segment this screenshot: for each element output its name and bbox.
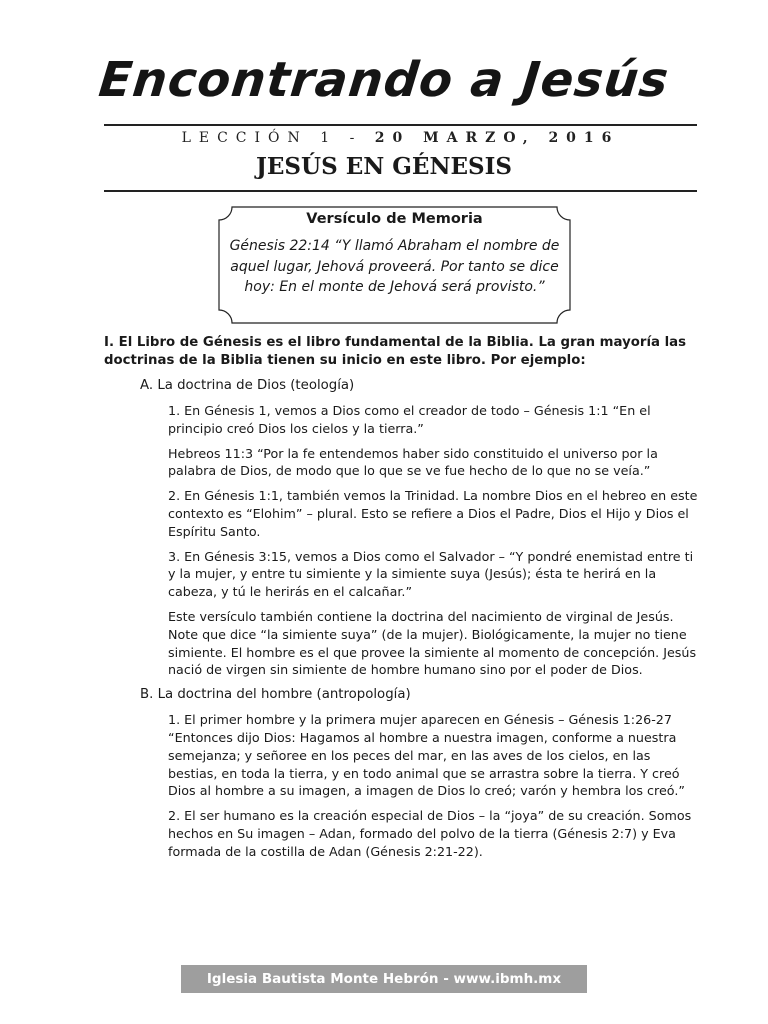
paragraph: 2. En Génesis 1:1, también vemos la Trinidad. La nombre Dios en el hebreo en este contexto es “Elohim” – plural. Esto se refiere a Dios el Padre, Dios el Hijo y Dios el Espíritu Santo. [168, 488, 698, 539]
lesson-content [104, 334, 704, 861]
lesson-date: 20 MARZO, 2016 [374, 130, 620, 146]
paragraph: 1. En Génesis 1, vemos a Dios como el creador de todo – Génesis 1:1 “En el principio creó Dios los cielos y la tierra.” [168, 403, 651, 436]
subsection-a-label: A. La doctrina de Dios (teología) [140, 378, 355, 393]
paragraph: 2. El ser humano es la creación especial de Dios – la “joya” de su creación. Somos hechos en Su imagen – Adan, formado del polvo de la tierra (Génesis 2:7) y Eva formada de la costilla de Adan (Génesis 2:21-22). [168, 808, 692, 859]
subsection-b-label: B. La doctrina del hombre (antropología) [140, 687, 411, 703]
section-heading: I. El Libro de Génesis es el libro fundamental de la Biblia. La gran mayoría las doctrinas de la Biblia tienen su inicio en este libro. Por ejemplo: [104, 335, 687, 368]
memory-verse-text: Génesis 22:14 “Y llamó Abraham el nombre de aquel lugar, Jehová proveerá. Por tanto se dice hoy: En el monte de Jehová será provisto.” [229, 238, 560, 295]
memory-verse-heading: Versículo de Memoria [306, 211, 483, 227]
lesson-line [104, 130, 697, 146]
lesson-label: LECCIÓN 1 - [181, 130, 375, 146]
header-rule-bottom [104, 190, 697, 192]
paragraph: 1. El primer hombre y la primera mujer aparecen en Génesis – Génesis 1:26-27 “Entonces dijo Dios: Hagamos al hombre a nuestra imagen, conforme a nuestra semejanza; y señoree en los peces del mar, en las aves de los cielos, en las bestias, en toda la tierra, y en todo animal que se arrastra sobre la tierra. Y creó Dios al hombre a su imagen, a imagen de Dios lo creó; varón y hembra los creó.” [168, 712, 685, 799]
page-title: Encontrando a Jesús [96, 52, 672, 108]
paragraph: 3. En Génesis 3:15, vemos a Dios como el Salvador – “Y pondré enemistad entre ti y la mujer, y entre tu simiente y la simiente suya (Jesús); ésta te herirá en la cabeza, y tú le herirás en el calcañar.” [168, 548, 694, 600]
paragraph: Este versículo también contiene la doctrina del nacimiento de virginal de Jesús. Note que dice “la simiente suya” (de la mujer). Biológicamente, la mujer no tiene simiente. El hombre es el que provee la simiente al momento de concepción. Jesús nació de virgen sin simiente de hombre humano sino por el poder de Dios. [168, 608, 697, 678]
footer-bar: Iglesia Bautista Monte Hebrón - www.ibmh.mx [181, 965, 587, 993]
memory-verse-box [218, 206, 571, 324]
paragraph: Hebreos 11:3 “Por la fe entendemos haber sido constituido el universo por la palabra de Dios, de modo que lo que se ve fue hecho de lo que no se veía.” [168, 445, 658, 479]
header-rule-top [104, 124, 697, 126]
lesson-title: JESÚS EN GÉNESIS [256, 153, 512, 180]
